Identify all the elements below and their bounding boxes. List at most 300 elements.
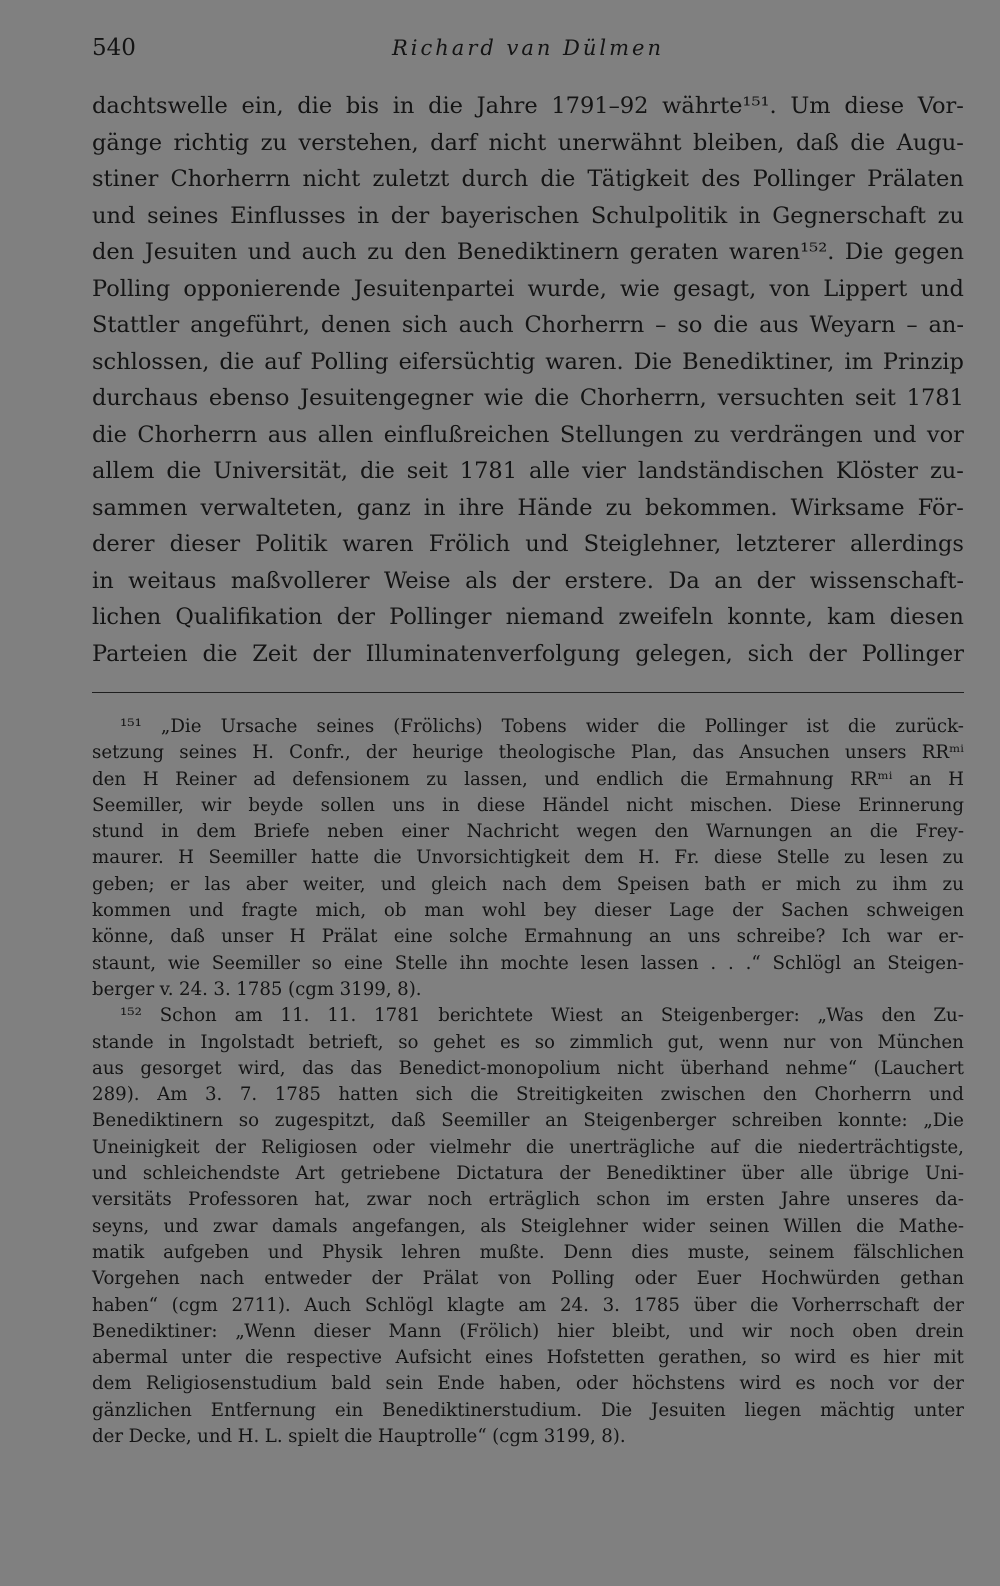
word: Vorherrschaft xyxy=(792,1294,920,1316)
word: nicht xyxy=(617,1057,664,1079)
word: schreibe? xyxy=(736,926,826,948)
word: die xyxy=(470,1084,499,1106)
word: unter xyxy=(913,1399,964,1421)
word: und xyxy=(92,1163,128,1185)
word: der xyxy=(756,567,796,594)
word: berichtete xyxy=(438,1005,534,1027)
word: Seemiller xyxy=(208,847,297,869)
word: Professoren xyxy=(188,1189,299,1211)
word: setzung xyxy=(92,742,165,764)
word: Seemiller xyxy=(441,1110,530,1132)
word: Entfernung xyxy=(210,1399,316,1421)
word: seyns, xyxy=(92,1215,150,1237)
word: haben“ xyxy=(92,1294,158,1316)
word: nach xyxy=(199,1268,245,1290)
word: Erinnerung xyxy=(858,794,964,816)
word: er xyxy=(761,873,781,895)
word: Hauptrolle“ xyxy=(377,1426,487,1448)
word: Briefe xyxy=(253,821,310,843)
word: und xyxy=(188,900,224,922)
word: zugespitzt, xyxy=(274,1110,376,1132)
word: Aufsicht xyxy=(395,1347,472,1369)
word: Vor- xyxy=(917,93,964,119)
word: lichen xyxy=(92,604,162,630)
word: Steigen- xyxy=(887,952,964,974)
word: Vorgehen xyxy=(92,1268,180,1290)
word: und xyxy=(163,1215,199,1237)
footnote-152 xyxy=(92,1003,964,1450)
word: auch xyxy=(458,312,514,338)
word: endlich xyxy=(595,768,664,790)
word: eine xyxy=(393,926,433,948)
word: die xyxy=(428,93,463,119)
word: „Wenn xyxy=(235,1320,296,1342)
word: 24. xyxy=(559,1294,589,1316)
word: Jesuitengegner xyxy=(300,385,474,411)
body-line xyxy=(92,271,964,308)
word: daß xyxy=(390,1110,426,1132)
word: wohl xyxy=(481,900,526,922)
footnote-line xyxy=(92,1240,964,1266)
word: weitaus xyxy=(128,567,217,594)
word: die xyxy=(869,821,898,843)
word: Physik xyxy=(321,1241,383,1263)
word: H xyxy=(142,768,159,790)
body-text xyxy=(92,88,964,672)
word: ¹⁵¹ xyxy=(120,716,142,737)
word: den xyxy=(762,1084,797,1106)
page-header xyxy=(92,28,964,68)
word: aus xyxy=(92,1057,124,1079)
footnote-line xyxy=(92,1056,964,1082)
word: den xyxy=(881,1005,916,1027)
word: die xyxy=(754,1136,783,1158)
word: „Was xyxy=(817,1005,864,1027)
word: Mathe- xyxy=(898,1215,964,1237)
word: Die xyxy=(633,348,673,375)
word: landständischen xyxy=(637,458,824,484)
word: Steiglehner, xyxy=(583,531,722,557)
body-line xyxy=(92,234,964,271)
word: allen xyxy=(317,421,374,448)
footnote-line xyxy=(92,1003,964,1029)
word: ob xyxy=(383,900,407,922)
body-line xyxy=(92,453,964,490)
word: die xyxy=(297,93,333,119)
word: 3199, xyxy=(339,978,392,1000)
word: Zeit xyxy=(252,640,298,667)
word: wie xyxy=(167,952,200,974)
word: über xyxy=(693,1294,737,1316)
word: berger xyxy=(92,978,155,1000)
word: sich xyxy=(415,1084,453,1106)
word: Chorherrn xyxy=(137,421,258,448)
word: 1785 xyxy=(633,1294,680,1316)
word: wir xyxy=(741,1320,772,1342)
word: Chorherrn xyxy=(170,166,291,192)
body-line xyxy=(92,636,964,673)
word: hatten xyxy=(338,1084,399,1106)
word: (Frölich) xyxy=(459,1320,540,1342)
word: mich xyxy=(795,873,841,895)
word: der xyxy=(808,640,847,667)
word: gänge xyxy=(92,129,163,156)
word: Parteien xyxy=(92,640,188,667)
word: Plan, xyxy=(630,742,678,764)
word: .“ xyxy=(745,952,761,974)
word: es xyxy=(849,1347,870,1369)
word: so xyxy=(238,1110,260,1132)
word: lehren xyxy=(401,1241,461,1263)
word: opponierende xyxy=(183,275,341,302)
footnote-line xyxy=(92,898,964,924)
word: und xyxy=(544,768,580,790)
word: 289). xyxy=(92,1084,140,1106)
word: denen xyxy=(320,312,391,338)
word: Auch xyxy=(304,1294,352,1316)
word: ersten xyxy=(706,1189,765,1211)
body-line xyxy=(92,599,964,636)
word: gethan xyxy=(899,1268,964,1290)
word: 8). xyxy=(397,978,422,1000)
word: lassen xyxy=(640,952,699,974)
word: Reiner xyxy=(175,768,237,790)
footnote-line xyxy=(92,1161,964,1187)
word: Schon xyxy=(159,1005,217,1027)
word: in xyxy=(168,1031,186,1053)
word: waren¹⁵². xyxy=(728,239,835,265)
word: Weise xyxy=(383,567,451,594)
word: – xyxy=(655,312,667,338)
word: in xyxy=(357,202,380,229)
word: dem xyxy=(584,847,624,869)
word: För- xyxy=(917,494,964,521)
word: Prinzip xyxy=(882,348,964,375)
word: konnte, xyxy=(727,604,814,630)
word: Illuminatenverfolgung xyxy=(365,640,621,667)
word: klagte xyxy=(447,1294,505,1316)
word: ihm xyxy=(892,873,928,895)
word: Steigenberger xyxy=(583,1110,717,1132)
word: zu xyxy=(426,768,448,790)
word: Polling xyxy=(310,348,389,375)
word: die xyxy=(525,1136,555,1158)
word: derer xyxy=(92,531,155,557)
word: wie xyxy=(483,385,524,411)
word: wird, xyxy=(238,1057,286,1079)
word: 1781 xyxy=(374,1005,421,1027)
footnote-line xyxy=(92,977,964,1003)
word: zurück- xyxy=(895,716,964,737)
word: seit xyxy=(406,458,448,484)
word: die xyxy=(219,348,255,375)
word: seinem xyxy=(768,1241,835,1263)
word: an xyxy=(852,952,876,974)
word: die xyxy=(344,1426,373,1448)
word: 3. xyxy=(204,1084,223,1106)
word: Uneinigkeit xyxy=(92,1136,200,1158)
word: solche xyxy=(449,926,508,948)
word: sammen xyxy=(92,494,188,521)
word: Chorherrn, xyxy=(579,385,707,411)
word: zu xyxy=(942,847,964,869)
word: Universität, xyxy=(213,458,349,484)
word: gehet xyxy=(433,1031,486,1053)
word: bey xyxy=(543,900,577,922)
footnote-line xyxy=(92,819,964,845)
word: zuletzt xyxy=(372,166,450,192)
word: Decke, xyxy=(128,1426,192,1448)
word: nur xyxy=(783,1031,816,1053)
word: als xyxy=(480,1215,507,1237)
word: wurde, xyxy=(527,275,607,302)
word: im xyxy=(844,348,873,375)
word: gleich xyxy=(431,873,488,895)
word: der xyxy=(365,742,398,764)
word: dieser xyxy=(313,1320,371,1342)
word: alle xyxy=(528,458,571,484)
word: auch xyxy=(301,239,357,265)
word: hat, xyxy=(314,1189,351,1211)
word: nicht xyxy=(302,166,361,192)
word: unseres xyxy=(846,1189,919,1211)
word: der xyxy=(371,1268,403,1290)
word: 8). xyxy=(601,1426,626,1448)
word: Ich xyxy=(841,926,871,948)
word: vielmehr xyxy=(429,1136,511,1158)
word: Benediktiner, xyxy=(682,348,835,375)
word: Hofstetten xyxy=(546,1347,645,1369)
word: 1785 xyxy=(236,978,283,1000)
word: Benediktiner xyxy=(606,1163,726,1185)
word: der xyxy=(932,1373,964,1395)
word: Schulpolitik xyxy=(590,202,728,229)
word: betrieft, xyxy=(308,1031,384,1053)
word: Art xyxy=(295,1163,325,1185)
word: H. xyxy=(638,847,660,869)
word: Ursache xyxy=(220,716,298,737)
word: getriebene xyxy=(340,1163,441,1185)
word: damals xyxy=(271,1215,338,1237)
word: waren. xyxy=(545,348,624,375)
word: zwar xyxy=(212,1215,258,1237)
word: am xyxy=(234,1005,263,1027)
word: Schlögl xyxy=(364,1294,434,1316)
word: die xyxy=(657,716,686,737)
word: Ingolstadt xyxy=(200,1031,295,1053)
word: seit xyxy=(854,385,896,411)
footnote-151 xyxy=(92,714,964,1003)
word: Benediktiner: xyxy=(92,1320,218,1342)
word: unerträgliche xyxy=(569,1136,695,1158)
word: Seemiller xyxy=(211,952,300,974)
word: Uni- xyxy=(924,1163,964,1185)
word: Pollinger xyxy=(389,604,492,630)
footnote-line xyxy=(92,1424,964,1450)
word: Nachricht xyxy=(466,821,559,843)
word: Tätigkeit xyxy=(587,166,690,192)
word: staunt, xyxy=(92,952,157,974)
word: 24. xyxy=(179,978,208,1000)
footnote-line xyxy=(92,1082,964,1108)
word: mußte. xyxy=(479,1241,545,1263)
word: in xyxy=(738,202,761,229)
word: die xyxy=(373,847,402,869)
word: spielt xyxy=(288,1426,339,1448)
footnote-line xyxy=(92,1371,964,1397)
word: Chorherrn xyxy=(524,312,645,338)
footnote-line xyxy=(92,767,964,793)
word: schleichendste xyxy=(142,1163,280,1185)
word: RRᵐⁱ xyxy=(921,742,964,764)
word: vor xyxy=(888,1373,919,1395)
footnote-line xyxy=(92,1319,964,1345)
word: las xyxy=(204,873,231,895)
word: ihn xyxy=(459,952,489,974)
word: Lippert xyxy=(823,275,908,302)
word: höchstens xyxy=(632,1373,726,1395)
word: zu xyxy=(693,421,721,448)
word: und xyxy=(197,1426,233,1448)
word: 1781 xyxy=(459,458,518,484)
word: Stelle xyxy=(776,847,830,869)
word: (cgm xyxy=(492,1426,539,1448)
word: Augu- xyxy=(896,129,964,156)
word: Benedict-monopolium xyxy=(398,1057,601,1079)
body-line xyxy=(92,490,964,527)
word: versuchten xyxy=(717,385,845,411)
word: verstehen, xyxy=(298,129,419,156)
word: zu xyxy=(856,873,878,895)
word: über xyxy=(741,1163,785,1185)
word: respective xyxy=(286,1347,383,1369)
word: wird xyxy=(794,1347,837,1369)
word: bald xyxy=(331,1373,372,1395)
word: an xyxy=(648,926,672,948)
word: bleibt, xyxy=(612,1320,671,1342)
word: dachtswelle xyxy=(92,93,228,119)
word: mich, xyxy=(315,900,367,922)
word: ganz xyxy=(356,494,411,521)
word: L. xyxy=(264,1426,283,1448)
word: aufgeben xyxy=(163,1241,249,1263)
word: Jahre xyxy=(780,1189,831,1211)
word: in xyxy=(161,821,179,843)
word: die xyxy=(244,1347,274,1369)
word: Hände xyxy=(517,494,593,521)
word: Tobens xyxy=(501,716,567,737)
word: diese xyxy=(844,93,905,119)
word: an xyxy=(714,567,743,594)
word: Am xyxy=(157,1084,188,1106)
body-line xyxy=(92,344,964,381)
word: und xyxy=(525,531,569,557)
word: Pollinger xyxy=(752,166,855,192)
word: H. xyxy=(252,742,274,764)
word: ist xyxy=(806,716,829,737)
running-head: Richard van Dülmen xyxy=(391,36,665,60)
word: Die xyxy=(844,239,884,265)
word: man xyxy=(424,900,465,922)
word: nicht xyxy=(488,129,547,156)
word: es xyxy=(795,1373,816,1395)
word: und xyxy=(92,202,136,229)
footnote-line xyxy=(92,924,964,950)
word: richtig xyxy=(173,129,250,156)
word: den xyxy=(654,821,689,843)
word: die xyxy=(847,716,877,737)
word: und xyxy=(920,275,964,302)
word: Jesuitenpartei xyxy=(353,275,515,302)
word: Lage xyxy=(668,900,715,922)
word: das xyxy=(302,1057,334,1079)
word: – xyxy=(906,312,918,338)
word: maurer. xyxy=(92,847,164,869)
word: gegen xyxy=(894,239,964,265)
word: zu xyxy=(367,239,394,265)
word: Qualifikation xyxy=(175,604,323,630)
word: den xyxy=(404,239,447,265)
word: das xyxy=(692,742,725,764)
word: und xyxy=(688,1320,724,1342)
word: eine xyxy=(343,952,383,974)
word: die xyxy=(359,458,395,484)
word: niemand xyxy=(505,604,605,630)
word: hatte xyxy=(311,847,359,869)
word: Fr. xyxy=(674,847,700,869)
word: von xyxy=(498,1268,532,1290)
word: der xyxy=(511,567,551,594)
word: angeführt, xyxy=(190,312,311,338)
body-line xyxy=(92,88,964,125)
word: in xyxy=(392,93,415,119)
word: allem xyxy=(92,458,155,484)
word: die xyxy=(534,385,570,411)
word: oder xyxy=(575,1373,618,1395)
word: Stelle xyxy=(394,952,448,974)
word: der xyxy=(92,1426,124,1448)
word: weiter, xyxy=(302,873,366,895)
word: die xyxy=(202,640,238,667)
word: übrige xyxy=(848,1163,910,1185)
word: aus xyxy=(267,421,308,448)
word: nehme“ xyxy=(785,1057,858,1079)
word: dem xyxy=(561,873,602,895)
word: 2711). xyxy=(231,1294,291,1316)
word: Da xyxy=(668,567,700,594)
word: 3199, xyxy=(543,1426,596,1448)
word: zwischen xyxy=(660,1084,746,1106)
word: dies xyxy=(631,1241,669,1263)
word: wird xyxy=(739,1373,782,1395)
word: Die xyxy=(600,1399,633,1421)
word: wir xyxy=(201,794,232,816)
word: defensionem xyxy=(292,768,410,790)
word: kam xyxy=(827,604,876,630)
word: . xyxy=(710,952,717,974)
word: gesorget xyxy=(140,1057,222,1079)
word: konnte: xyxy=(838,1110,908,1132)
word: sollen xyxy=(320,794,376,816)
word: das xyxy=(350,1057,383,1079)
word: zu xyxy=(937,202,964,229)
word: lassen, xyxy=(464,768,528,790)
word: wenn xyxy=(718,1031,769,1053)
word: Hochwürden xyxy=(761,1268,880,1290)
word: Chorherrn xyxy=(814,1084,912,1106)
word: ¹⁵² xyxy=(120,1005,142,1027)
word: Frölich xyxy=(428,531,511,557)
